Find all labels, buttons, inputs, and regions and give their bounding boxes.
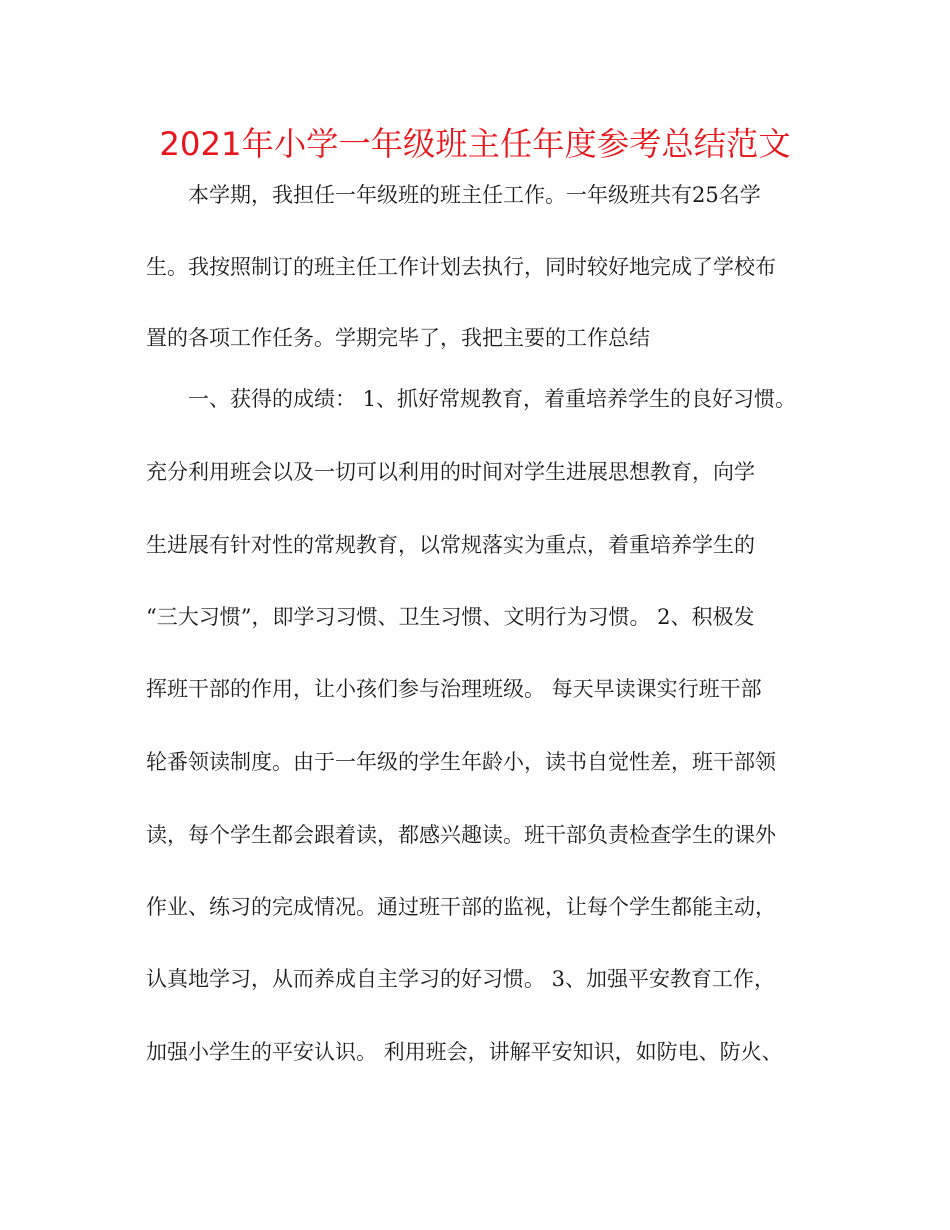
paragraph-line-1: 本学期，我担任一年级班的班主任工作。一年级班共有25名学 bbox=[146, 183, 761, 207]
paragraph-line-7: “三大习惯”，即学习习惯、卫生习惯、文明行为习惯。 2、积极发 bbox=[146, 605, 755, 629]
paragraph-line-4: 一、获得的成绩： 1、抓好常规教育，着重培养学生的良好习惯。 bbox=[146, 387, 797, 411]
paragraph-line-9: 轮番领读制度。由于一年级的学生年龄小，读书自觉性差，班干部领 bbox=[146, 750, 776, 774]
paragraph-line-3: 置的各项工作任务。学期完毕了，我把主要的工作总结 bbox=[146, 326, 650, 350]
paragraph-line-12: 认真地学习，从而养成自主学习的好习惯。 3、加强平安教育工作， bbox=[146, 967, 776, 991]
paragraph-line-5: 充分利用班会以及一切可以利用的时间对学生进展思想教育，向学 bbox=[146, 460, 755, 484]
paragraph-line-10: 读，每个学生都会跟着读，都感兴趣读。班干部负责检查学生的课外 bbox=[146, 823, 776, 847]
paragraph-line-6: 生进展有针对性的常规教育，以常规落实为重点，着重培养学生的 bbox=[146, 533, 755, 557]
paragraph-line-8: 挥班干部的作用，让小孩们参与治理班级。 每天早读课实行班干部 bbox=[146, 677, 762, 701]
document-title: 2021年小学一年级班主任年度参考总结范文 bbox=[159, 125, 791, 163]
paragraph-line-11: 作业、练习的完成情况。通过班干部的监视，让每个学生都能主动， bbox=[146, 895, 776, 919]
paragraph-line-13: 加强小学生的平安认识。 利用班会，讲解平安知识，如防电、防火、 bbox=[146, 1040, 783, 1064]
paragraph-line-2: 生。我按照制订的班主任工作计划去执行，同时较好地完成了学校布 bbox=[146, 255, 776, 279]
